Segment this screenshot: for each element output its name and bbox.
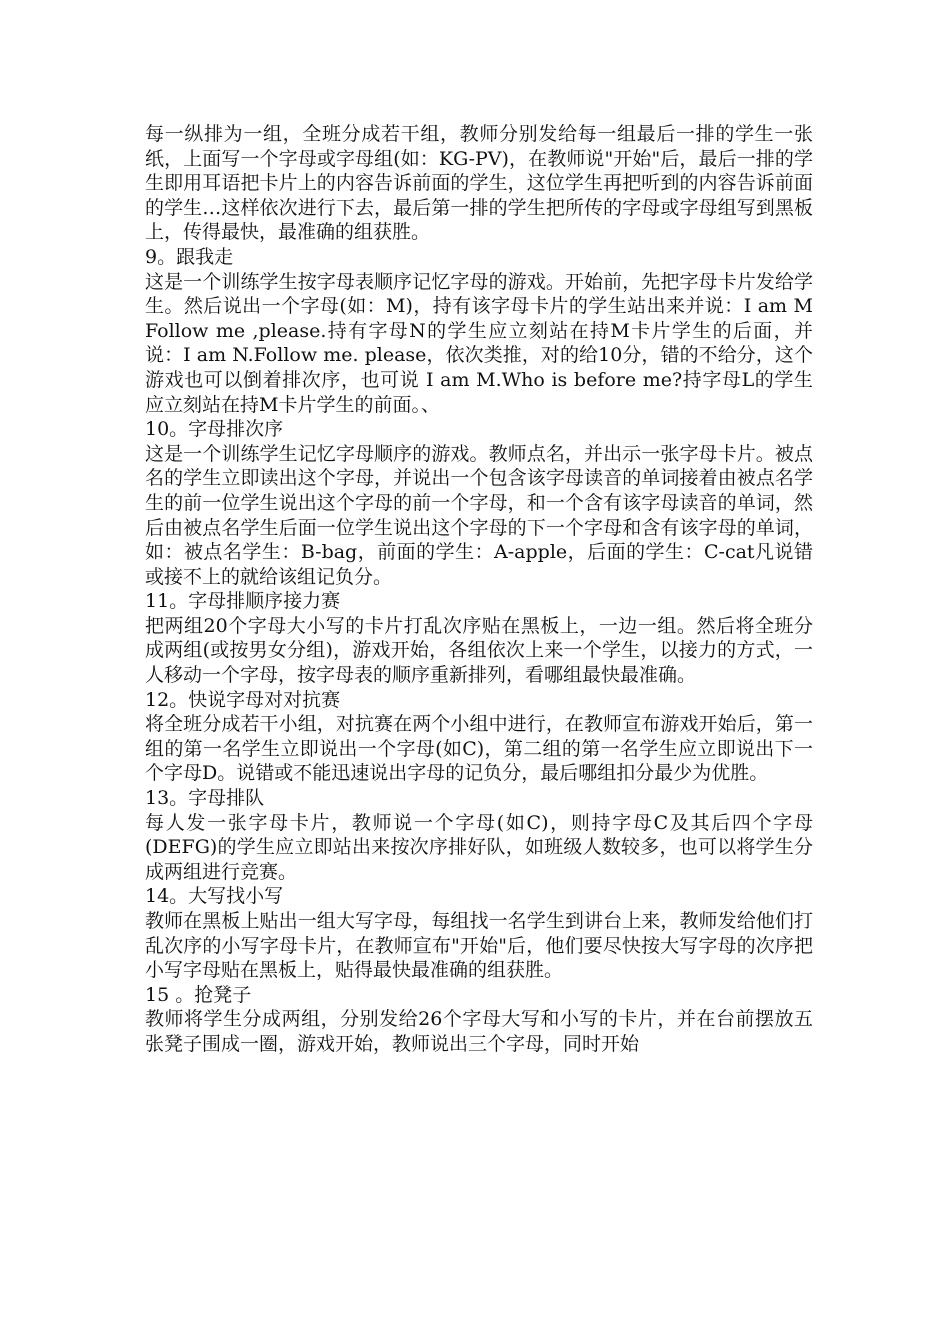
section-body-11: 把两组20个字母大小写的卡片打乱次序贴在黑板上，一边一组。然后将全班分成两组(或按男女分组)，游戏开始，各组依次上来一个学生，以接力的方式，一人移动一个字母，按字母表的顺序重新排列，看哪组最快最准确。 <box>145 614 813 687</box>
section-heading-10: 10。字母排次序 <box>145 418 284 441</box>
section-body-15: 教师将学生分成两组，分别发给26个字母大写和小写的卡片，并在台前摆放五张凳子围成一圈，游戏开始，教师说出三个字母，同时开始 <box>145 1008 813 1055</box>
intro-paragraph: 每一纵排为一组，全班分成若干组，教师分别发给每一组最后一排的学生一张纸，上面写一个字母或字母组(如：KG-PV)，在教师说"开始"后，最后一排的学生即用耳语把卡片上的内容告诉前面的学生，这位学生再把听到的内容告诉前面的学生…这样依次进行下去，最后第一排的学生把所传的字母或字母组写到黑板上，传得最快，最准确的组获胜。 <box>145 123 813 244</box>
section-body-13: 每人发一张字母卡片，教师说一个字母(如C)，则持字母C及其后四个字母(DEFG)的学生应立即站出来按次序排好队，如班级人数较多，也可以将学生分成两组进行竞赛。 <box>145 811 813 883</box>
section-heading-14: 14。大写找小写 <box>145 885 284 908</box>
section-heading-13: 13。字母排队 <box>145 787 265 810</box>
section-body-14: 教师在黑板上贴出一组大写字母，每组找一名学生到讲台上来，教师发给他们打乱次序的小写字母卡片，在教师宣布"开始"后，他们要尽快按大写字母的次序把小写字母贴在黑板上，贴得最快最准确的组获胜。 <box>145 910 813 982</box>
document-page <box>145 122 813 1057</box>
section-heading-12: 12。快说字母对对抗赛 <box>145 688 341 711</box>
section-heading-15: 15 。抢凳子 <box>145 983 252 1006</box>
section-heading-11: 11。字母排顺序接力赛 <box>145 590 341 613</box>
section-body-10: 这是一个训练学生记忆字母顺序的游戏。教师点名，并出示一张字母卡片。被点名的学生立即读出这个字母，并说出一个包含该字母读音的单词接着由被点名学生的前一位学生说出这个字母的前一个字母，和一个含有该字母读音的单词，然后由被点名学生后面一位学生说出这个字母的下一个字母和含有该字母的单词，如：被点名学生：B-bag，前面的学生：A-apple，后面的学生：C-cat凡说错或接不上的就给该组记负分。 <box>145 442 813 588</box>
section-heading-9: 9。跟我走 <box>145 245 234 268</box>
section-body-12: 将全班分成若干小组，对抗赛在两个小组中进行，在教师宣布游戏开始后，第一组的第一名学生立即说出一个字母(如C)，第二组的第一名学生应立即说出下一个字母D。说错或不能迅速说出字母的记负分，最后哪组扣分最少为优胜。 <box>145 713 813 785</box>
section-body-9: 这是一个训练学生按字母表顺序记忆字母的游戏。开始前，先把字母卡片发给学生。然后说出一个字母(如：M)，持有该字母卡片的学生站出来并说：I am M Follow me ,please.持有字母N的学生应立刻站在持M卡片学生的后面，并说：I am N.Follow me. please，依次类推，对的给10分，错的不给分，这个游戏也可以倒着排次序，也可说 I am M.Who is before me?持字母L的学生应立刻站在持M卡片学生的前面。、 <box>145 270 813 416</box>
